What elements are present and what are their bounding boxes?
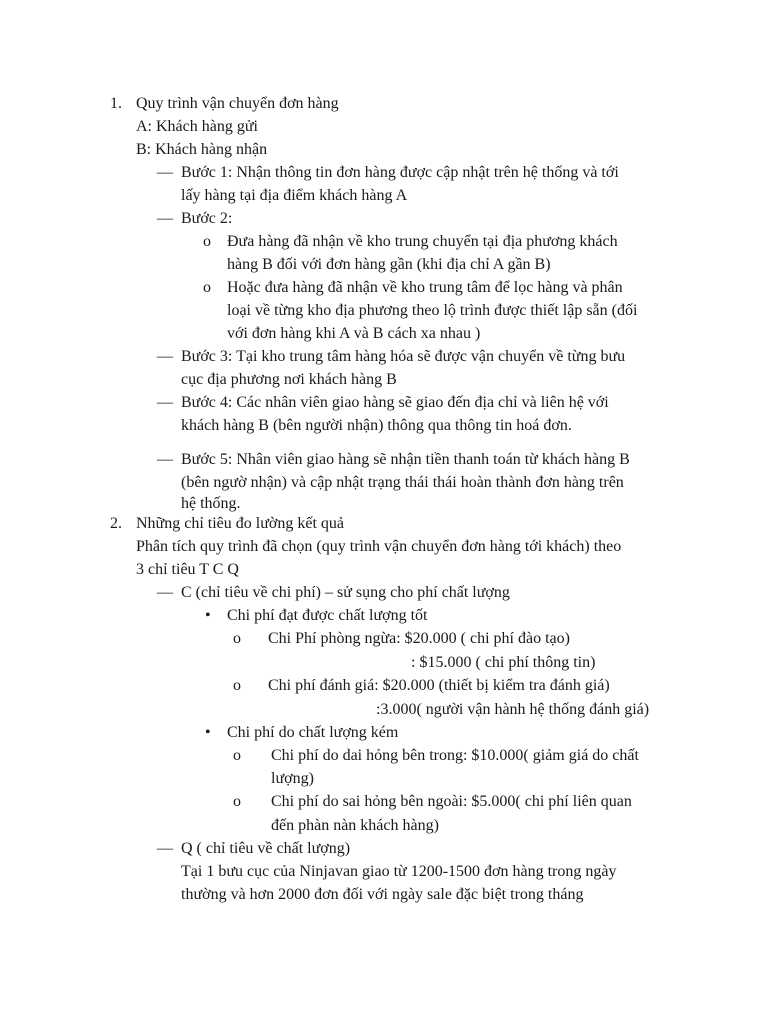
external-failure-line-1: Chi phí do sai hỏng bên ngoài: $5.000( chi phí liên quan	[271, 793, 632, 810]
section-2-title: Những chỉ tiêu đo lường kết quả	[136, 515, 344, 532]
step-2-sub-2-line-1: Hoặc đưa hàng đã nhận về kho trung tâm để lọc hàng và phân	[227, 279, 623, 296]
step-4-dash: —	[157, 394, 173, 411]
prevention-cost-line-2: : $15.000 ( chi phí thông tin)	[411, 654, 596, 671]
step-5-dash: —	[157, 451, 173, 468]
step-2-line-1: Bước 2:	[181, 210, 233, 227]
quality-heading: Q ( chỉ tiêu về chất lượng)	[181, 840, 351, 857]
section-2-intro-line-2: 3 chỉ tiêu T C Q	[136, 561, 239, 578]
step-2-sub-2-line-3: với đơn hàng khi A và B cách xa nhau )	[227, 325, 481, 342]
external-failure-line-2: đến phàn nàn khách hàng)	[271, 817, 439, 834]
step-5-line-1: Bước 5: Nhân viên giao hàng sẽ nhận tiền thanh toán từ khách hàng B	[181, 451, 630, 468]
appraisal-cost-line-2: :3.000( người vận hành hệ thống đánh giá)	[376, 701, 650, 718]
step-3-dash: —	[157, 348, 173, 365]
step-1-dash: —	[157, 164, 173, 181]
step-2-sub-1-line-2: hàng B đối với đơn hàng gần (khi địa chỉ A gần B)	[227, 256, 551, 273]
step-2-sub-2-line-2: loại về từng kho địa phương theo lộ trình được thiết lập sẵn (đối	[227, 302, 638, 319]
step-5-line-2: (bên ngườ nhận) và cập nhật trạng thái thái hoàn thành đơn hàng trên	[181, 474, 624, 491]
step-1-line-2: lấy hàng tại địa điểm khách hàng A	[181, 187, 408, 204]
section-2-number: 2.	[110, 515, 122, 532]
poor-quality-heading: Chi phí do chất lượng kém	[227, 724, 399, 741]
internal-failure-bullet: o	[233, 747, 241, 764]
prevention-cost-bullet: o	[233, 630, 241, 647]
step-2-dash: —	[157, 210, 173, 227]
good-quality-bullet: •	[205, 607, 211, 624]
appraisal-cost-bullet: o	[233, 677, 241, 694]
step-2-sub-1-bullet: o	[203, 233, 211, 250]
external-failure-bullet: o	[233, 793, 241, 810]
good-quality-heading: Chi phí đạt được chất lượng tốt	[227, 607, 428, 624]
appraisal-cost-line-1: Chi phí đánh giá: $20.000 (thiết bị kiểm tra đánh giá)	[268, 677, 610, 694]
step-4-line-2: khách hàng B (bên người nhận) thông qua thông tin hoá đơn.	[181, 417, 572, 434]
step-5-line-3: hệ thống.	[181, 495, 241, 512]
cost-heading: C (chỉ tiêu về chi phí) – sử sụng cho phí chất lượng	[181, 584, 510, 601]
quality-dash: —	[157, 840, 173, 857]
party-b-line: B: Khách hàng nhận	[136, 141, 268, 158]
section-2-intro-line-1: Phân tích quy trình đã chọn (quy trình vận chuyển đơn hàng tới khách) theo	[136, 538, 622, 555]
poor-quality-bullet: •	[205, 724, 211, 741]
step-1-line-1: Bước 1: Nhận thông tin đơn hàng được cập nhật trên hệ thống và tới	[181, 164, 619, 181]
step-3-line-2: cục địa phương nơi khách hàng B	[181, 371, 397, 388]
step-3-line-1: Bước 3: Tại kho trung tâm hàng hóa sẽ được vận chuyển về từng bưu	[181, 348, 626, 365]
prevention-cost-line-1: Chi Phí phòng ngừa: $20.000 ( chi phí đào tạo)	[268, 630, 570, 647]
cost-dash: —	[157, 584, 173, 601]
internal-failure-line-2: lượng)	[271, 770, 314, 787]
quality-line-2: thường và hơn 2000 đơn đối với ngày sale đặc biệt trong tháng	[181, 886, 584, 903]
quality-line-1: Tại 1 bưu cục của Ninjavan giao từ 1200-1500 đơn hàng trong ngày	[181, 863, 617, 880]
step-2-sub-2-bullet: o	[203, 279, 211, 296]
step-2-sub-1-line-1: Đưa hàng đã nhận về kho trung chuyển tại địa phương khách	[227, 233, 618, 250]
section-1-title: Quy trình vận chuyển đơn hàng	[136, 95, 339, 112]
party-a-line: A: Khách hàng gửi	[136, 118, 258, 135]
step-4-line-1: Bước 4: Các nhân viên giao hàng sẽ giao đến địa chỉ và liên hệ với	[181, 394, 609, 411]
section-1-number: 1.	[110, 95, 122, 112]
internal-failure-line-1: Chi phí do dai hỏng bên trong: $10.000( giảm giá do chất	[271, 747, 639, 764]
